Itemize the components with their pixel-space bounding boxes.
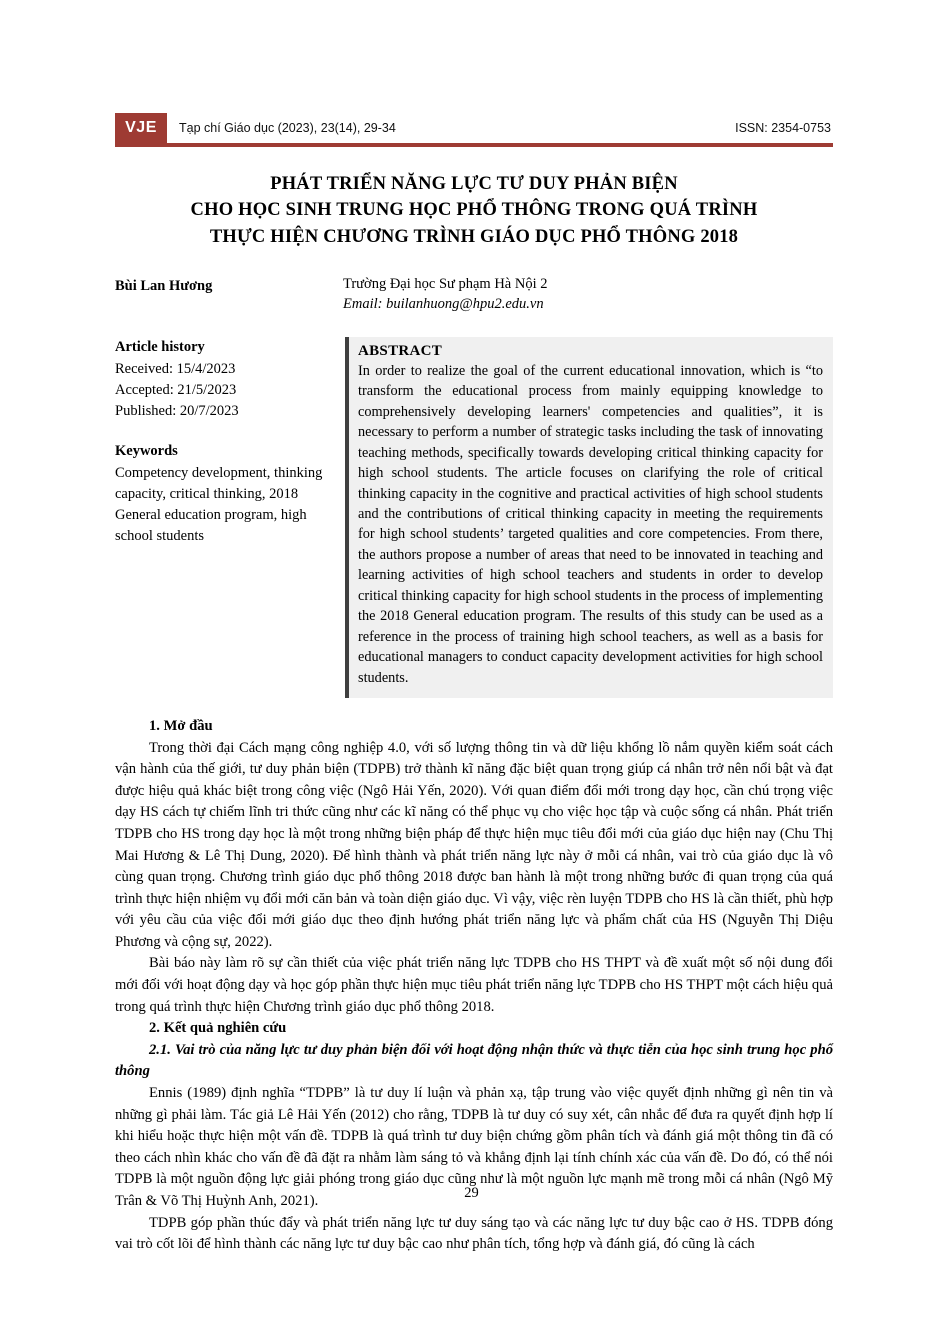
journal-citation: Tạp chí Giáo dục (2023), 23(14), 29-34 xyxy=(179,121,396,135)
page-content xyxy=(115,113,833,1256)
accepted-date: Accepted: 21/5/2023 xyxy=(115,382,237,399)
metadata-spacer xyxy=(115,423,337,441)
heading-section-1: 1. Mở đầu xyxy=(149,717,213,734)
article-title xyxy=(115,171,833,250)
keywords-heading: Keywords xyxy=(115,442,178,459)
author-name: Bùi Lan Hương xyxy=(115,277,213,294)
header-row xyxy=(115,113,833,143)
published-date: Published: 20/7/2023 xyxy=(115,403,239,420)
keywords-list: Competency development, thinking capacity, critical thinking, 2018 General education program, high school students xyxy=(115,464,323,545)
issn-label: ISSN: 2354-0753 xyxy=(735,121,831,135)
metadata-abstract-row xyxy=(115,337,833,698)
article-history-heading: Article history xyxy=(115,338,205,355)
page-number: 29 xyxy=(464,1185,479,1201)
abstract-heading: ABSTRACT xyxy=(358,342,443,359)
abstract-box xyxy=(345,337,833,698)
paragraph-1: Trong thời đại Cách mạng công nghiệp 4.0, với số lượng thông tin và dữ liệu khổng lồ nắm quyền kiểm soát cách vận hành của thế giới, tư duy phản biện (TDPB) trở thành kĩ năng đặc biệt quan trọng giúp cá nhân trở nên nổi bật và đạt được hiệu quả khác biệt trong công việc (Ngô Hải Yến, 2020). Với quan điểm đổi mới trong dạy học, cần chú trọng việc dạy HS cách tự chiếm lĩnh tri thức cũng như các kĩ năng có thể phục vụ cho việc học tập và cuộc sống cá nhân. Phát triển TDPB cho HS trong dạy học là một trong những biện pháp để thực hiện mục tiêu đổi mới của giáo dục hiện nay (Chu Thị Mai Hương & Lê Thị Dung, 2020). Để hình thành và phát triển năng lực này ở mỗi cá nhân, vai trò của giáo dục là vô cùng quan trọng. Chương trình giáo dục phổ thông 2018 được ban hành là một trong những bước đi quan trọng của quá trình thực hiện nhiệm vụ đổi mới căn bản và toàn diện giáo dục. Vì vậy, việc rèn luyện TDPB cho HS là cần thiết, phù hợp với yêu cầu của việc đổi mới giáo dục theo định hướng phát triển năng lực và phẩm chất của HS (Nguyễn Thị Diệu Phương và cộng sự, 2022). xyxy=(115,739,833,950)
received-date: Received: 15/4/2023 xyxy=(115,361,236,378)
title-line-2: CHO HỌC SINH TRUNG HỌC PHỔ THÔNG TRONG QUÁ TRÌNH xyxy=(190,200,758,221)
paragraph-2: Bài báo này làm rõ sự cần thiết của việc phát triển năng lực TDPB cho HS THPT và đề xuất một số nội dung đổi mới đối với hoạt động dạy và học góp phần thực hiện mục tiêu phát triển năng lực TDPB cho HS THPT một cách hiệu quả trong quá trình thực hiện Chương trình giáo dục phổ thông 2018. xyxy=(115,955,833,1015)
heading-section-2: 2. Kết quả nghiên cứu xyxy=(149,1020,287,1037)
affiliation-line: Trường Đại học Sư phạm Hà Nội 2 xyxy=(343,275,548,292)
author-block xyxy=(115,274,833,315)
author-affiliation-block xyxy=(343,274,833,315)
paragraph-4: TDPB góp phần thúc đẩy và phát triển năng lực tư duy sáng tạo và các năng lực tư duy bậc cao ở HS. TDPB đóng vai trò cốt lõi để hình thành các năng lực tư duy bậc cao như phân tích, tổng hợp và đánh giá, đó cũng là cách xyxy=(115,1214,833,1253)
article-body xyxy=(115,716,833,1256)
paragraph-3: Ennis (1989) định nghĩa “TDPB” là tư duy lí luận và phản xạ, tập trung vào việc quyết định những gì nên tin và những gì phải làm. Tác giả Lê Hải Yến (2012) cho rằng, TDPB là tư duy có suy xét, cân nhắc để đưa ra quyết định hợp lí khi hiểu hoặc thực hiện một vấn đề. TDPB là quá trình tư duy biện chứng gồm phân tích và đánh giá một thông tin đã có theo cách nhìn khác cho vấn đề đã đặt ra nhằm làm sáng tỏ và khẳng định lại tính chính xác của vấn đề. Do đó, có thể nói TDPB là một nguồn động lực giải phóng trong giáo dục cũng như là một nguồn lực mạnh mẽ trong mỗi cá nhân (Ngô Mỹ Trân & Võ Thị Huỳnh Anh, 2021). xyxy=(115,1085,833,1210)
page-header xyxy=(115,113,833,147)
header-meta xyxy=(167,113,833,143)
abstract-text: In order to realize the goal of the current educational innovation, which is “to transform the educational process from mainly equipping knowledge to comprehensively developing learners' competencies and qualities”, it is necessary to perform a number of strategic tasks including the task of innovating teaching methods, specifically towards developing critical thinking capacity for high school students. The article focuses on clarifying the role of critical thinking capacity in the cognitive and practical activities of high school students and the contributions of critical thinking capacity in meeting the requirements for high school students’ targeted qualities and core competencies. From there, the authors propose a number of areas that need to be innovated in teaching and learning activities of high school teachers and students in order to develop critical thinking capacity for high school students in the process of implementing the 2018 General education program. The results of this study can be used as a reference in the process of training high school teachers, as well as a basis for educational managers to conduct capacity development activities for high school students. xyxy=(358,362,823,686)
header-divider xyxy=(115,143,833,147)
title-line-1: PHÁT TRIỂN NĂNG LỰC TƯ DUY PHẢN BIỆN xyxy=(270,174,678,194)
article-metadata-column xyxy=(115,337,345,547)
vje-logo: VJE xyxy=(115,113,167,143)
author-email: Email: builanhuong@hpu2.edu.vn xyxy=(343,296,544,313)
heading-subsection-2-1: 2.1. Vai trò của năng lực tư duy phản biện đối với hoạt động nhận thức và thực tiễn của học sinh trung học phổ thông xyxy=(115,1041,833,1080)
title-line-3: THỰC HIỆN CHƯƠNG TRÌNH GIÁO DỤC PHỔ THÔNG 2018 xyxy=(209,226,739,247)
